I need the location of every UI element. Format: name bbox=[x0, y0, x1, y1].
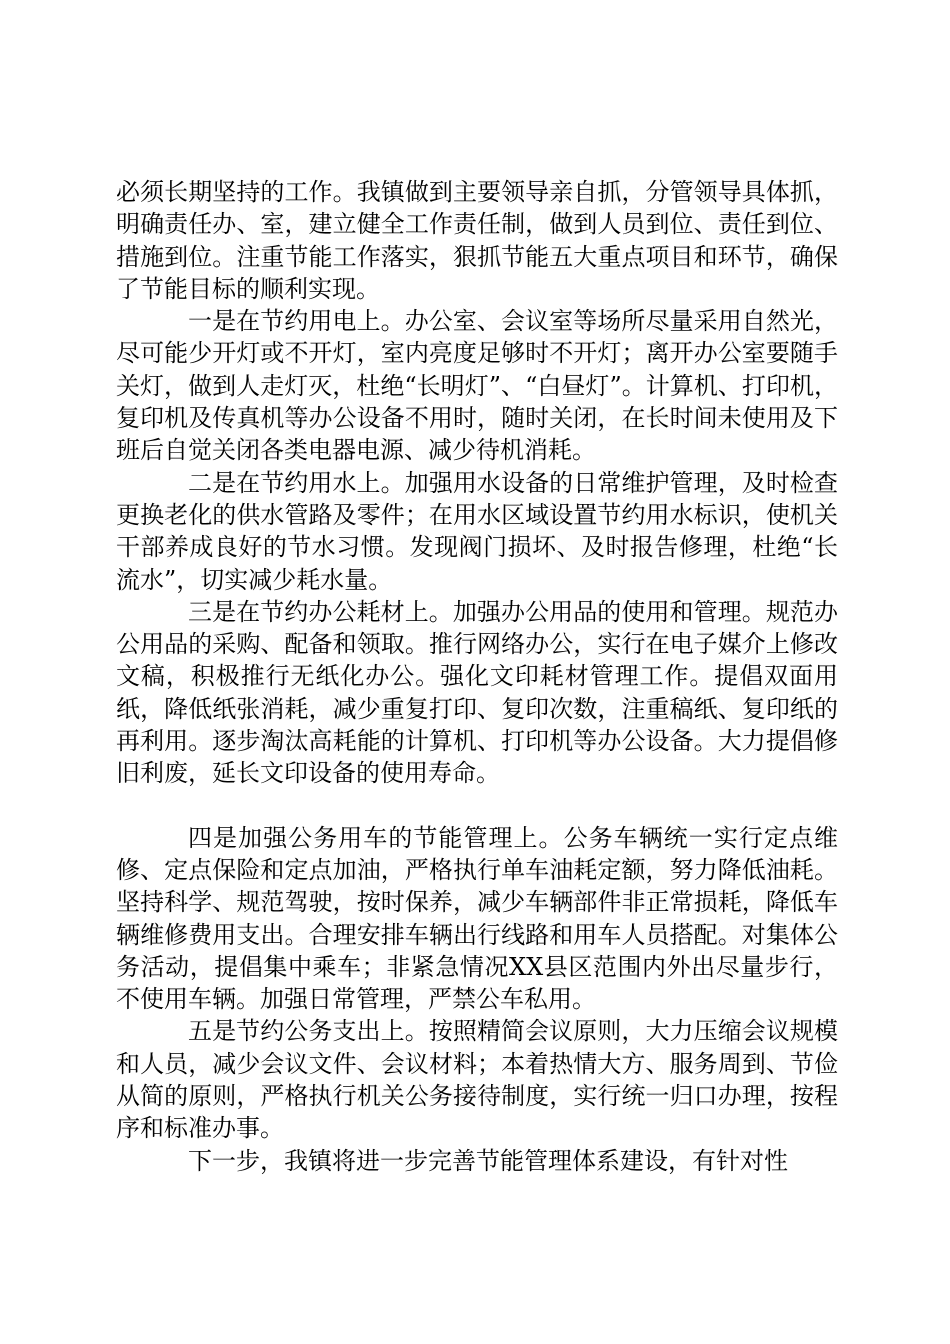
paragraph-office-supplies: 三是在节约办公耗材上。加强办公用品的使用和管理。规范办公用品的采购、配备和领取。推行网络办公，实行在电子媒介上修改文稿，积极推行无纸化办公。强化文印耗材管理工作。提倡双面用纸，降低纸张消耗，减少重复打印、复印次数，注重稿纸、复印纸的再利用。逐步淘汰高耗能的计算机、打印机等办公设备。大力提倡修旧利废，延长文印设备的使用寿命。 bbox=[116, 597, 838, 788]
paragraph-next-steps: 下一步，我镇将进一步完善节能管理体系建设，有针对性 bbox=[188, 1146, 788, 1175]
paragraph-vehicles: 四是加强公务用车的节能管理上。公务车辆统一实行定点维修、定点保险和定点加油，严格执行单车油耗定额，努力降低油耗。坚持科学、规范驾驶，按时保养，减少车辆部件非正常损耗，降低车辆维修费用支出。合理安排车辆出行线路和用车人员搭配。对集体公务活动，提倡集中乘车；非紧急情况XX县区范围内外出尽量步行，不使用车辆。加强日常管理，严禁公车私用。 bbox=[116, 823, 838, 1014]
paragraph-expenses: 五是节约公务支出上。按照精简会议原则，大力压缩会议规模和人员，减少会议文件、会议材料；本着热情大方、服务周到、节俭从简的原则，严格执行机关公务接待制度，实行统一归口办理，按程序和标准办事。 bbox=[116, 1017, 838, 1143]
paragraph-water: 二是在节约用水上。加强用水设备的日常维护管理，及时检查更换老化的供水管路及零件；在用水区域设置节约用水标识，使机关干部养成良好的节水习惯。发现阀门损坏、及时报告修理，杜绝“长流水”，切实减少耗水量。 bbox=[116, 468, 838, 594]
paragraph-continuation: 必须长期坚持的工作。我镇做到主要领导亲自抓，分管领导具体抓，明确责任办、室，建立健全工作责任制，做到人员到位、责任到位、措施到位。注重节能工作落实，狠抓节能五大重点项目和环节，确保了节能目标的顺利实现。 bbox=[116, 178, 838, 303]
document-body bbox=[116, 176, 838, 1177]
paragraph-electricity: 一是在节约用电上。办公室、会议室等场所尽量采用自然光，尽可能少开灯或不开灯，室内亮度足够时不开灯；离开办公室要随手关灯，做到人走灯灭，杜绝“长明灯”、“白昼灯”。计算机、打印机，复印机及传真机等办公设备不用时，随时关闭，在长时间未使用及下班后自觉关闭各类电器电源、减少待机消耗。 bbox=[116, 307, 838, 465]
